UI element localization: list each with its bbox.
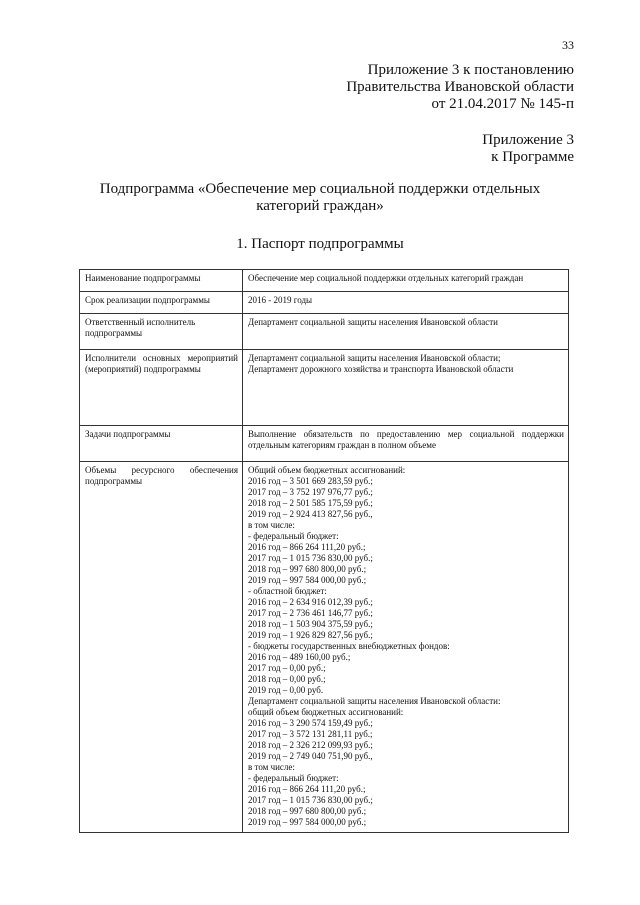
value-line: 2017 год – 1 015 736 830,00 руб.; — [248, 553, 373, 563]
value-line: Департамент социальной защиты населения Ивановской области; — [248, 353, 501, 363]
value-line: 2017 год – 1 015 736 830,00 руб.; — [248, 795, 373, 805]
table-row — [80, 314, 569, 350]
passport-table — [79, 269, 569, 833]
value-line: 2016 год – 866 264 111,20 руб.; — [248, 784, 366, 794]
value-line: Департамент социальной защиты населения Ивановской области: — [248, 696, 501, 706]
value-line: 2018 год – 0,00 руб.; — [248, 674, 326, 684]
value-line: 2019 год – 1 926 829 827,56 руб.; — [248, 630, 373, 640]
row-label: Ответственный исполнитель подпрограммы — [80, 314, 243, 350]
value-line: 2016 год – 489 160,00 руб.; — [248, 652, 351, 662]
row-value — [243, 350, 569, 426]
value-line: 2017 год – 2 736 461 146,77 руб.; — [248, 608, 373, 618]
value-line: 2018 год – 1 503 904 375,59 руб.; — [248, 619, 373, 629]
row-value: Департамент социальной защиты населения Ивановской области — [243, 314, 569, 350]
value-line: 2016 год – 2 634 916 012,39 руб.; — [248, 597, 373, 607]
value-line: 2016 год – 3 290 574 159,49 руб.; — [248, 718, 373, 728]
value-line: 2019 год – 2 749 040 751,90 руб., — [248, 751, 373, 761]
row-label: Наименование подпрограммы — [80, 270, 243, 292]
row-label: Задачи подпрограммы — [80, 426, 243, 462]
value-line: - областной бюджет: — [248, 586, 327, 596]
value-line: 2016 год – 3 501 669 283,59 руб.; — [248, 476, 373, 486]
row-value: Обеспечение мер социальной поддержки отдельных категорий граждан — [243, 270, 569, 292]
appendix-decree-block — [346, 62, 574, 113]
appendix-decree-line: Приложение 3 к постановлению — [367, 62, 574, 78]
value-line: - бюджеты государственных внебюджетных фондов: — [248, 641, 450, 651]
value-line: 2018 год – 997 680 800,00 руб.; — [248, 564, 367, 574]
appendix-decree-line: Правительства Ивановской области — [346, 79, 574, 95]
row-label: Объемы ресурсного обеспечения подпрограммы — [80, 462, 243, 833]
row-value: 2016 - 2019 годы — [243, 292, 569, 314]
row-label: Срок реализации подпрограммы — [80, 292, 243, 314]
value-line: общий объем бюджетных ассигнований: — [248, 707, 404, 717]
row-value — [243, 462, 569, 833]
table-row — [80, 426, 569, 462]
value-line: 2016 год – 866 264 111,20 руб.; — [248, 542, 366, 552]
table-row — [80, 462, 569, 833]
document-title-line: Подпрограмма «Обеспечение мер социальной поддержки отдельных — [99, 181, 541, 197]
value-line: 2017 год – 3 752 197 976,77 руб.; — [248, 487, 373, 497]
value-line: 2018 год – 997 680 800,00 руб.; — [248, 806, 367, 816]
value-line: в том числе: — [248, 762, 295, 772]
appendix-program-block — [482, 132, 574, 166]
table-row — [80, 292, 569, 314]
value-line: 2019 год – 0,00 руб. — [248, 685, 324, 695]
value-line: - федеральный бюджет: — [248, 531, 339, 541]
table-row — [80, 270, 569, 292]
value-line: 2019 год – 997 584 000,00 руб.; — [248, 575, 367, 585]
document-title-line: категорий граждан» — [256, 198, 384, 214]
appendix-program-line: Приложение 3 — [482, 132, 574, 148]
row-value: Выполнение обязательств по предоставлению мер социальной поддержки отдельным категориям граждан в полном объеме — [243, 426, 569, 462]
value-line: в том числе: — [248, 520, 295, 530]
appendix-decree-line: от 21.04.2017 № 145-п — [431, 96, 574, 112]
value-line: 2017 год – 3 572 131 281,11 руб.; — [248, 729, 373, 739]
document-title — [0, 181, 640, 215]
value-line: Общий объем бюджетных ассигнований: — [248, 465, 406, 475]
table-row — [80, 350, 569, 426]
section-heading: 1. Паспорт подпрограммы — [236, 236, 404, 252]
value-line: 2019 год – 997 584 000,00 руб.; — [248, 817, 367, 827]
value-line: 2019 год – 2 924 413 827,56 руб., — [248, 509, 373, 519]
value-line: 2018 год – 2 501 585 175,59 руб.; — [248, 498, 373, 508]
value-line: 2018 год – 2 326 212 099,93 руб.; — [248, 740, 373, 750]
appendix-program-line: к Программе — [491, 149, 574, 165]
row-label: Исполнители основных мероприятий (мероприятий) подпрограммы — [80, 350, 243, 426]
page-number: 33 — [562, 38, 574, 52]
value-line: - федеральный бюджет: — [248, 773, 339, 783]
value-line: 2017 год – 0,00 руб.; — [248, 663, 326, 673]
value-line: Департамент дорожного хозяйства и транспорта Ивановской области — [248, 364, 514, 374]
